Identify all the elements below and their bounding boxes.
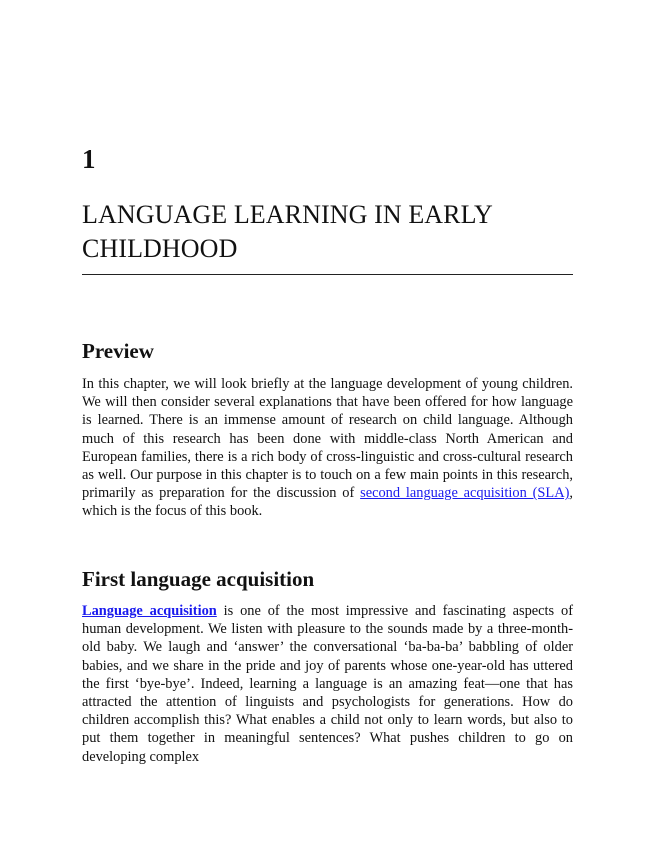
sla-link[interactable]: second language acquisition (SLA) <box>360 485 570 502</box>
first-language-paragraph <box>82 602 573 766</box>
chapter-title: LANGUAGE LEARNING IN EARLY CHILDHOOD <box>82 200 492 263</box>
preview-heading: Preview <box>82 339 154 363</box>
preview-text-end: , which is the focus of this book. <box>82 485 573 520</box>
language-acquisition-link[interactable]: Language acquisition <box>82 603 217 619</box>
chapter-number: 1 <box>82 144 96 174</box>
title-divider <box>82 274 573 275</box>
first-language-text: is one of the most impressive and fascinating aspects of human development. We listen with pleasure to the sounds made by a three-month-old baby. We laugh and ‘answer’ the conversational ‘ba-ba-ba’ babbling of older babies, and we share in the pride and joy of parents whose one-year-old has uttered the first ‘bye-bye’. Indeed, learning a language is an amazing feat—one that has attracted the attention of linguists and psychologists for generations. How do children accomplish this? What enables a child not only to learn words, but also to put them together in meaningful sentences? What pushes children to go on developing complex <box>82 603 573 765</box>
preview-paragraph <box>82 375 573 521</box>
preview-text-start: In this chapter, we will look briefly at the language development of young children. We will then consider several explanations that have been offered for how language is learned. There is an immense amount of research on child language. Although much of this research has been done with middle-class North American and European families, there is a rich body of cross-linguistic and cross-cultural research as well. Our purpose in this chapter is to touch on a few main points in this research, primarily as preparation for the discussion of <box>82 376 573 502</box>
first-language-heading: First language acquisition <box>82 567 315 591</box>
